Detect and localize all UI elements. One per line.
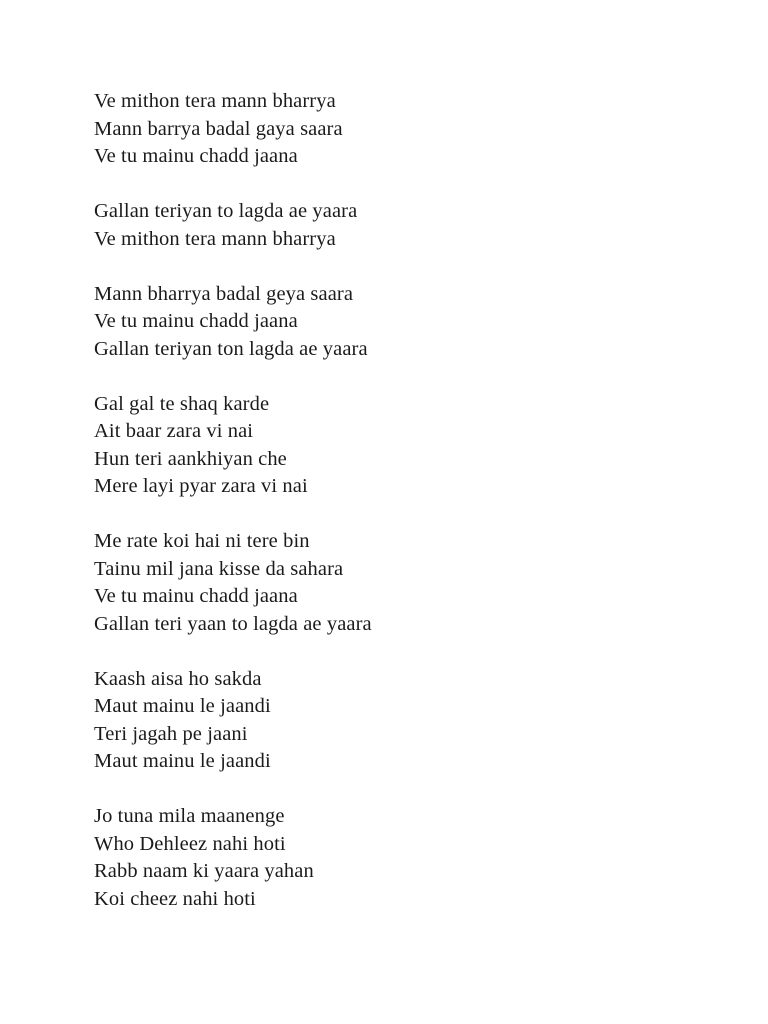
lyric-line: Me rate koi hai ni tere bin [94,530,310,552]
lyric-line: Jo tuna mila maanenge [94,805,285,827]
lyric-line: Koi cheez nahi hoti [94,887,256,910]
stanza [94,281,728,364]
lyric-line: Maut mainu le jaandi [94,750,271,772]
lyric-line: Gallan teriyan to lagda ae yaara [94,200,358,222]
stanza [94,528,728,638]
lyric-line: Ve mithon tera mann bharrya [94,90,336,112]
lyric-line: Gal gal te shaq karde [94,392,270,415]
lyric-line: Tainu mil jana kisse da sahara [94,557,344,580]
lyric-line: Gallan teriyan ton lagda ae yaara [94,337,368,360]
lyrics-body [94,88,728,941]
stanza [94,198,728,253]
stanza [94,88,728,171]
lyric-line: Hun teri aankhiyan che [94,447,287,470]
lyric-line: Mere layi pyar zara vi nai [94,475,308,497]
lyric-line: Ve mithon tera mann bharrya [94,227,336,250]
stanza [94,391,728,501]
lyric-line: Mann bharrya badal geya saara [94,282,354,305]
lyric-line: Gallan teri yaan to lagda ae yaara [94,612,372,635]
lyric-line: Maut mainu le jaandi [94,695,271,717]
lyric-line: Kaash aisa ho sakda [94,667,262,690]
lyric-line: Ve tu mainu chadd jaana [94,310,298,332]
stanza [94,803,728,913]
lyric-line: Ve tu mainu chadd jaana [94,145,298,167]
lyric-line: Ait baar zara vi nai [94,420,254,442]
lyric-line: Mann barrya badal gaya saara [94,117,343,140]
lyric-line: Who Dehleez nahi hoti [94,832,286,855]
lyric-line: Ve tu mainu chadd jaana [94,585,298,607]
stanza [94,666,728,776]
lyric-line: Rabb naam ki yaara yahan [94,860,314,882]
lyric-line: Teri jagah pe jaani [94,722,248,745]
